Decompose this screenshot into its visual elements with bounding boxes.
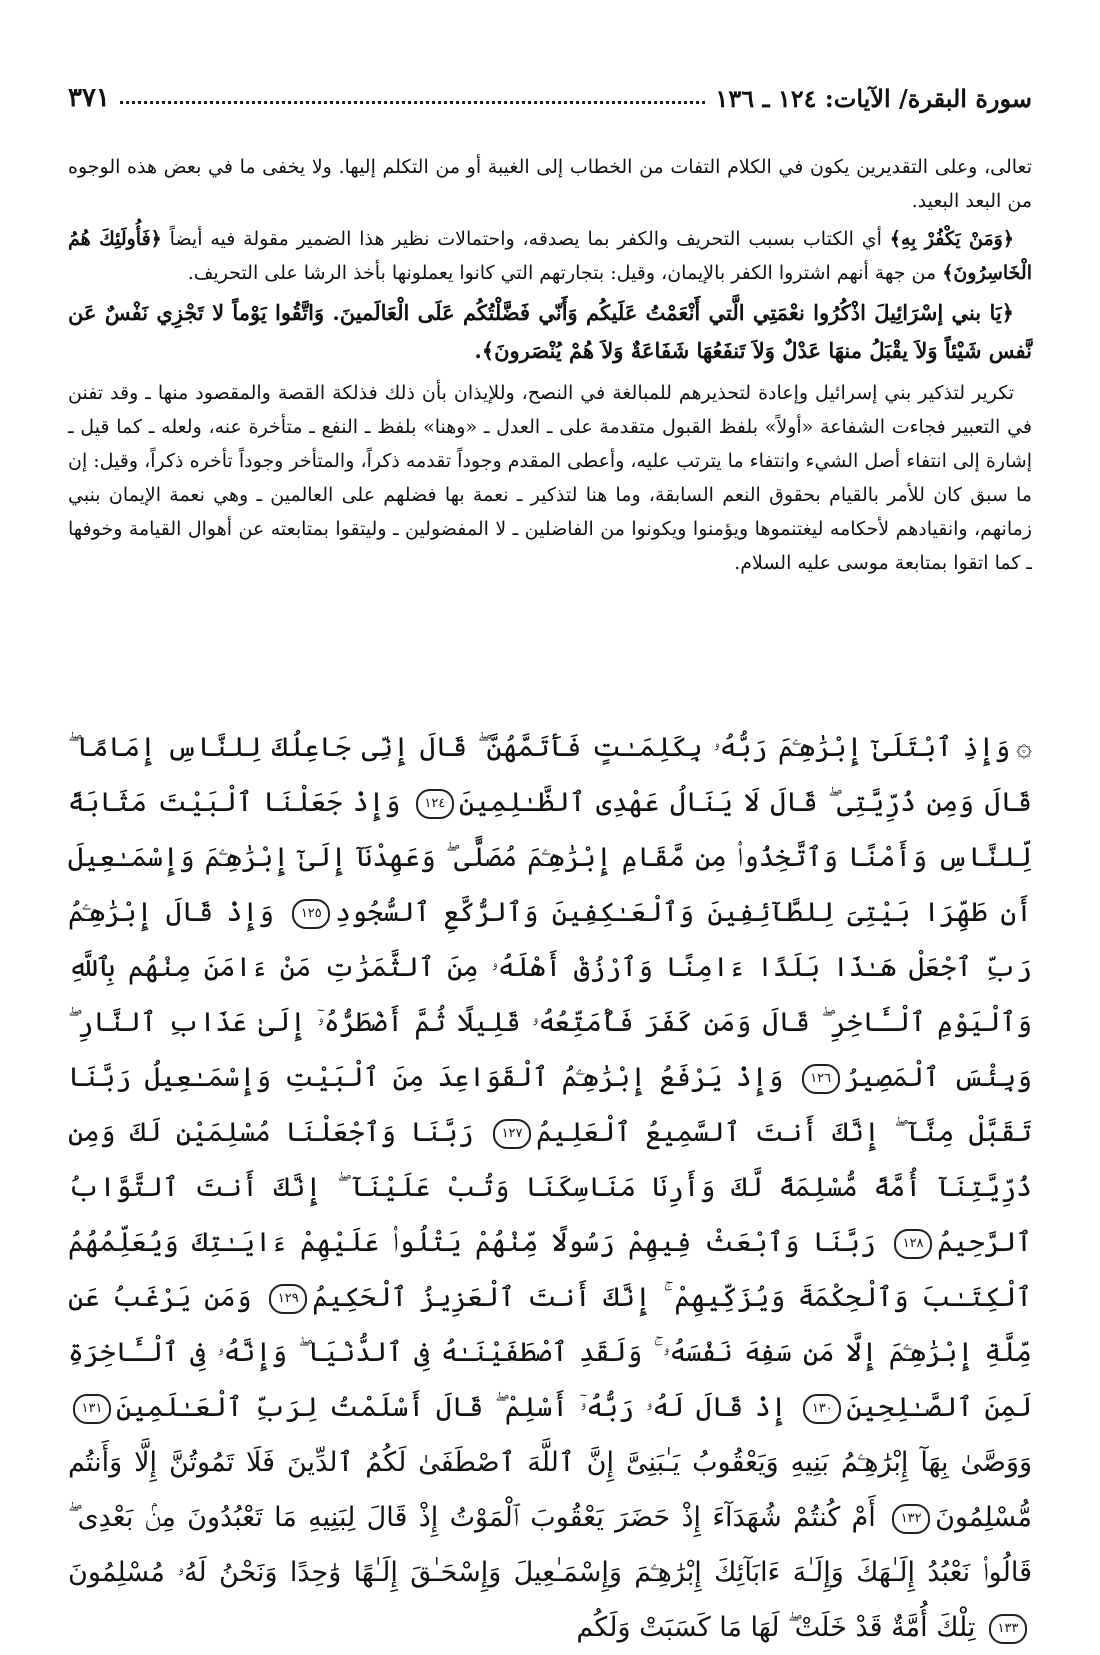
verse-heading: ﴿يَا بني إسْرَائِيلَ اذْكُرُوا نعْمَتِي الَّتي أَنْعَمْتُ عَلَيكُم وَأَنّي فَضَّلْتُكُم عَلَى الْعَالَمينَ. وَاتَّقُوا يَوْماً لا تَجْزِي نَفْسٌ عَن نَّفس شَيْئاً وَلاَ يقْبَلُ منهَا عَدْلٌ وَلاَ تَنفَعُهَا شَفَاعَةٌ وَلاَ هُمْ يُنْصَرونَ﴾. bbox=[68, 300, 1032, 363]
ayah-text: وَإِذْ جَعَلْنَا ٱلْبَيْتَ مَثَابَةً لِّلنَّاسِ وَأَمْنًا وَٱتَّخِذُوا۟ مِن مَّقَامِ إِبْرَٰهِـۧمَ مُصَلًّى ۖ وَعَهِدْنَآ إِلَىٰٓ إِبْرَٰهِـۧمَ وَإِسْمَـٰعِيلَ أَن طَهِّرَا بَيْتِىَ لِلطَّآئِفِينَ وَٱلْعَـٰكِفِينَ وَٱلرُّكَّعِ ٱلسُّجُودِ bbox=[68, 787, 1032, 928]
commentary-text: من جهة أنهم اشتروا الكفر بالإيمان، وقيل: بتجارتهم التي كانوا يعملونها بأخذ الرشا على التحريف. bbox=[187, 262, 943, 284]
quran-text-section bbox=[68, 720, 1032, 1655]
ayah-number-marker: ١٢٩ bbox=[269, 1284, 307, 1314]
page-number: ٣٧١ bbox=[68, 83, 110, 113]
ayah-number-marker: ١٢٤ bbox=[416, 789, 454, 819]
ayah-number-marker: ١٣٢ bbox=[892, 1504, 930, 1534]
ayah-text: وَمَن يَرْغَبُ عَن مِّلَّةِ إِبْرَٰهِـۧمَ إِلَّا مَن سَفِهَ نَفْسَهُۥ ۚ وَلَقَدِ ٱصْطَفَيْنَـٰهُ فِى ٱلدُّنْيَا ۖ وَإِنَّهُۥ فِى ٱلْـَٔاخِرَةِ لَمِنَ ٱلصَّـٰلِحِينَ bbox=[68, 1282, 1033, 1423]
commentary-section bbox=[68, 150, 1032, 584]
ayah-text: وَإِذِ ٱبْتَلَىٰٓ إِبْرَٰهِـۧمَ رَبُّهُۥ بِكَلِمَـٰتٍ فَأَتَمَّهُنَّ ۖ قَالَ إِنِّى جَاعِلُكَ لِلنَّاسِ إِمَامًا ۖ قَالَ وَمِن ذُرِّيَّتِى ۖ قَالَ لَا يَنَالُ عَهْدِى ٱلظَّـٰلِمِينَ bbox=[68, 732, 1032, 818]
commentary-paragraph: تعالى، وعلى التقديرين يكون في الكلام التفات من الخطاب إلى الغيبة أو من التكلم إليها. ولا يخفى ما في بعض هذه الوجوه من البعد البعيد. bbox=[68, 156, 1032, 212]
commentary-paragraph: تكرير لتذكير بني إسرائيل وإعادة لتحذيرهم للمبالغة في النصح، وللإيذان بأن ذلك فذلكة القصة والمقصود منها ـ وقد تفنن في التعبير فجاءت الشفاعة «أولاً» بلفظ القبول متقدمة على ـ العدل ـ «وهنا» بلفظ ـ النفع ـ متأخرة عنه، ولعله ـ كما قيل ـ إشارة إلى انتفاء أصل الشيء وانتفاء ما يترتب عليه، وأعطى المقدم وجوداً تقدمه ذكراً، والمتأخر وجوداً تأخره ذكراً، وقيل: إن ما سبق كان للأمر بالقيام بحقوق النعم السابقة، وما هنا لتذكير ـ نعمة بها فضلهم على العالمين ـ وهي نعمة الإيمان بنبي زمانهم، وانقيادهم لأحكامه ليغتنموها ويؤمنوا ويكونوا من الفاضلين ـ لا المفضولين ـ وليتقوا بمتابعته عن أهوال القيامة وخوفها ـ كما اتقوا بمتابعة موسى عليه السلام. bbox=[68, 382, 1032, 574]
ayah-number-marker: ١٣٠ bbox=[803, 1394, 841, 1424]
header-dot-leader bbox=[120, 101, 706, 104]
header-title: سورة البقرة/ الآيات: ١٢٤ ـ ١٣٦ bbox=[715, 83, 1032, 113]
running-header bbox=[68, 78, 1032, 118]
rub-el-hizb-icon: ۞ bbox=[1016, 732, 1032, 763]
ayah-text: إِذْ قَالَ لَهُۥ رَبُّهُۥٓ أَسْلِمْ ۖ قَالَ أَسْلَمْتُ لِرَبِّ ٱلْعَـٰلَمِينَ bbox=[116, 1392, 787, 1423]
ayah-text: وَوَصَّىٰ بِهَآ إِبْرَٰهِـۧمُ بَنِيهِ وَيَعْقُوبُ يَـٰبَنِىَّ إِنَّ ٱللَّهَ ٱصْطَفَىٰ لَكُمُ ٱلدِّينَ فَلَا تَمُوتُنَّ إِلَّا وَأَنتُم مُّسْلِمُونَ bbox=[68, 1447, 1032, 1533]
ayah-number-marker: ١٢٨ bbox=[894, 1229, 932, 1259]
commentary-paragraph bbox=[68, 222, 1032, 290]
quranic-quote: ﴿فَأُولَئِكَ هُمُ الْخَاسِرُونَ﴾ bbox=[68, 228, 1032, 284]
ayah-number-marker: ١٣١ bbox=[73, 1394, 111, 1424]
ayah-text: تِلْكَ أُمَّةٌ قَدْ خَلَتْ ۖ لَهَا مَا كَسَبَتْ وَلَكُم bbox=[576, 1612, 976, 1643]
ayah-text: رَبَّنَا وَٱبْعَثْ فِيهِمْ رَسُولًا مِّنْهُمْ يَتْلُوا۟ عَلَيْهِمْ ءَايَـٰتِكَ وَيُعَلِّمُهُمُ ٱلْكِتَـٰبَ وَٱلْحِكْمَةَ وَيُزَكِّيهِمْ ۚ إِنَّكَ أَنتَ ٱلْعَزِيزُ ٱلْحَكِيمُ bbox=[68, 1227, 1032, 1313]
quranic-quote: ﴿وَمَنْ يَكْفُرْ بِهِ﴾ bbox=[889, 228, 1014, 250]
ayah-number-marker: ١٢٦ bbox=[802, 1064, 840, 1094]
ayah-text: وَإِذْ يَرْفَعُ إِبْرَٰهِـۧمُ ٱلْقَوَاعِدَ مِنَ ٱلْبَيْتِ وَإِسْمَـٰعِيلُ رَبَّنَا تَقَبَّلْ مِنَّآ ۖ إِنَّكَ أَنتَ ٱلسَّمِيعُ ٱلْعَلِيمُ bbox=[68, 1062, 1032, 1148]
ayah-text: أَمْ كُنتُمْ شُهَدَآءَ إِذْ حَضَرَ يَعْقُوبَ ٱلْمَوْتُ إِذْ قَالَ لِبَنِيهِ مَا تَعْبُدُونَ مِنۢ بَعْدِى ۖ قَالُوا۟ نَعْبُدُ إِلَـٰهَكَ وَإِلَـٰهَ ءَابَآئِكَ إِبْرَٰهِـۧمَ وَإِسْمَـٰعِيلَ وَإِسْحَـٰقَ إِلَـٰهًا وَٰحِدًا وَنَحْنُ لَهُۥ مُسْلِمُونَ bbox=[68, 1502, 1032, 1588]
commentary-text: أي الكتاب بسبب التحريف والكفر بما يصدقه، واحتمالات نظير هذا الضمير مقولة فيه أيضاً bbox=[161, 228, 890, 250]
ayah-number-marker: ١٣٣ bbox=[989, 1614, 1027, 1644]
ayah-text: وَإِذْ قَالَ إِبْرَٰهِـۧمُ رَبِّ ٱجْعَلْ هَـٰذَا بَلَدًا ءَامِنًا وَٱرْزُقْ أَهْلَهُۥ مِنَ ٱلثَّمَرَٰتِ مَنْ ءَامَنَ مِنْهُم بِٱللَّهِ وَٱلْيَوْمِ ٱلْـَٔاخِرِ ۖ قَالَ وَمَن كَفَرَ فَأُمَتِّعُهُۥ قَلِيلًا ثُمَّ أَضْطَرُّهُۥٓ إِلَىٰ عَذَابِ ٱلنَّارِ ۖ وَبِئْسَ ٱلْمَصِيرُ bbox=[68, 897, 1032, 1093]
ayah-text: رَبَّنَا وَٱجْعَلْنَا مُسْلِمَيْنِ لَكَ وَمِن ذُرِّيَّتِنَآ أُمَّةً مُّسْلِمَةً لَّكَ وَأَرِنَا مَنَاسِكَنَا وَتُبْ عَلَيْنَآ ۖ إِنَّكَ أَنتَ ٱلتَّوَّابُ ٱلرَّحِيمُ bbox=[68, 1117, 1032, 1258]
ayah-number-marker: ١٢٥ bbox=[292, 899, 330, 929]
ayah-number-marker: ١٢٧ bbox=[493, 1119, 531, 1149]
